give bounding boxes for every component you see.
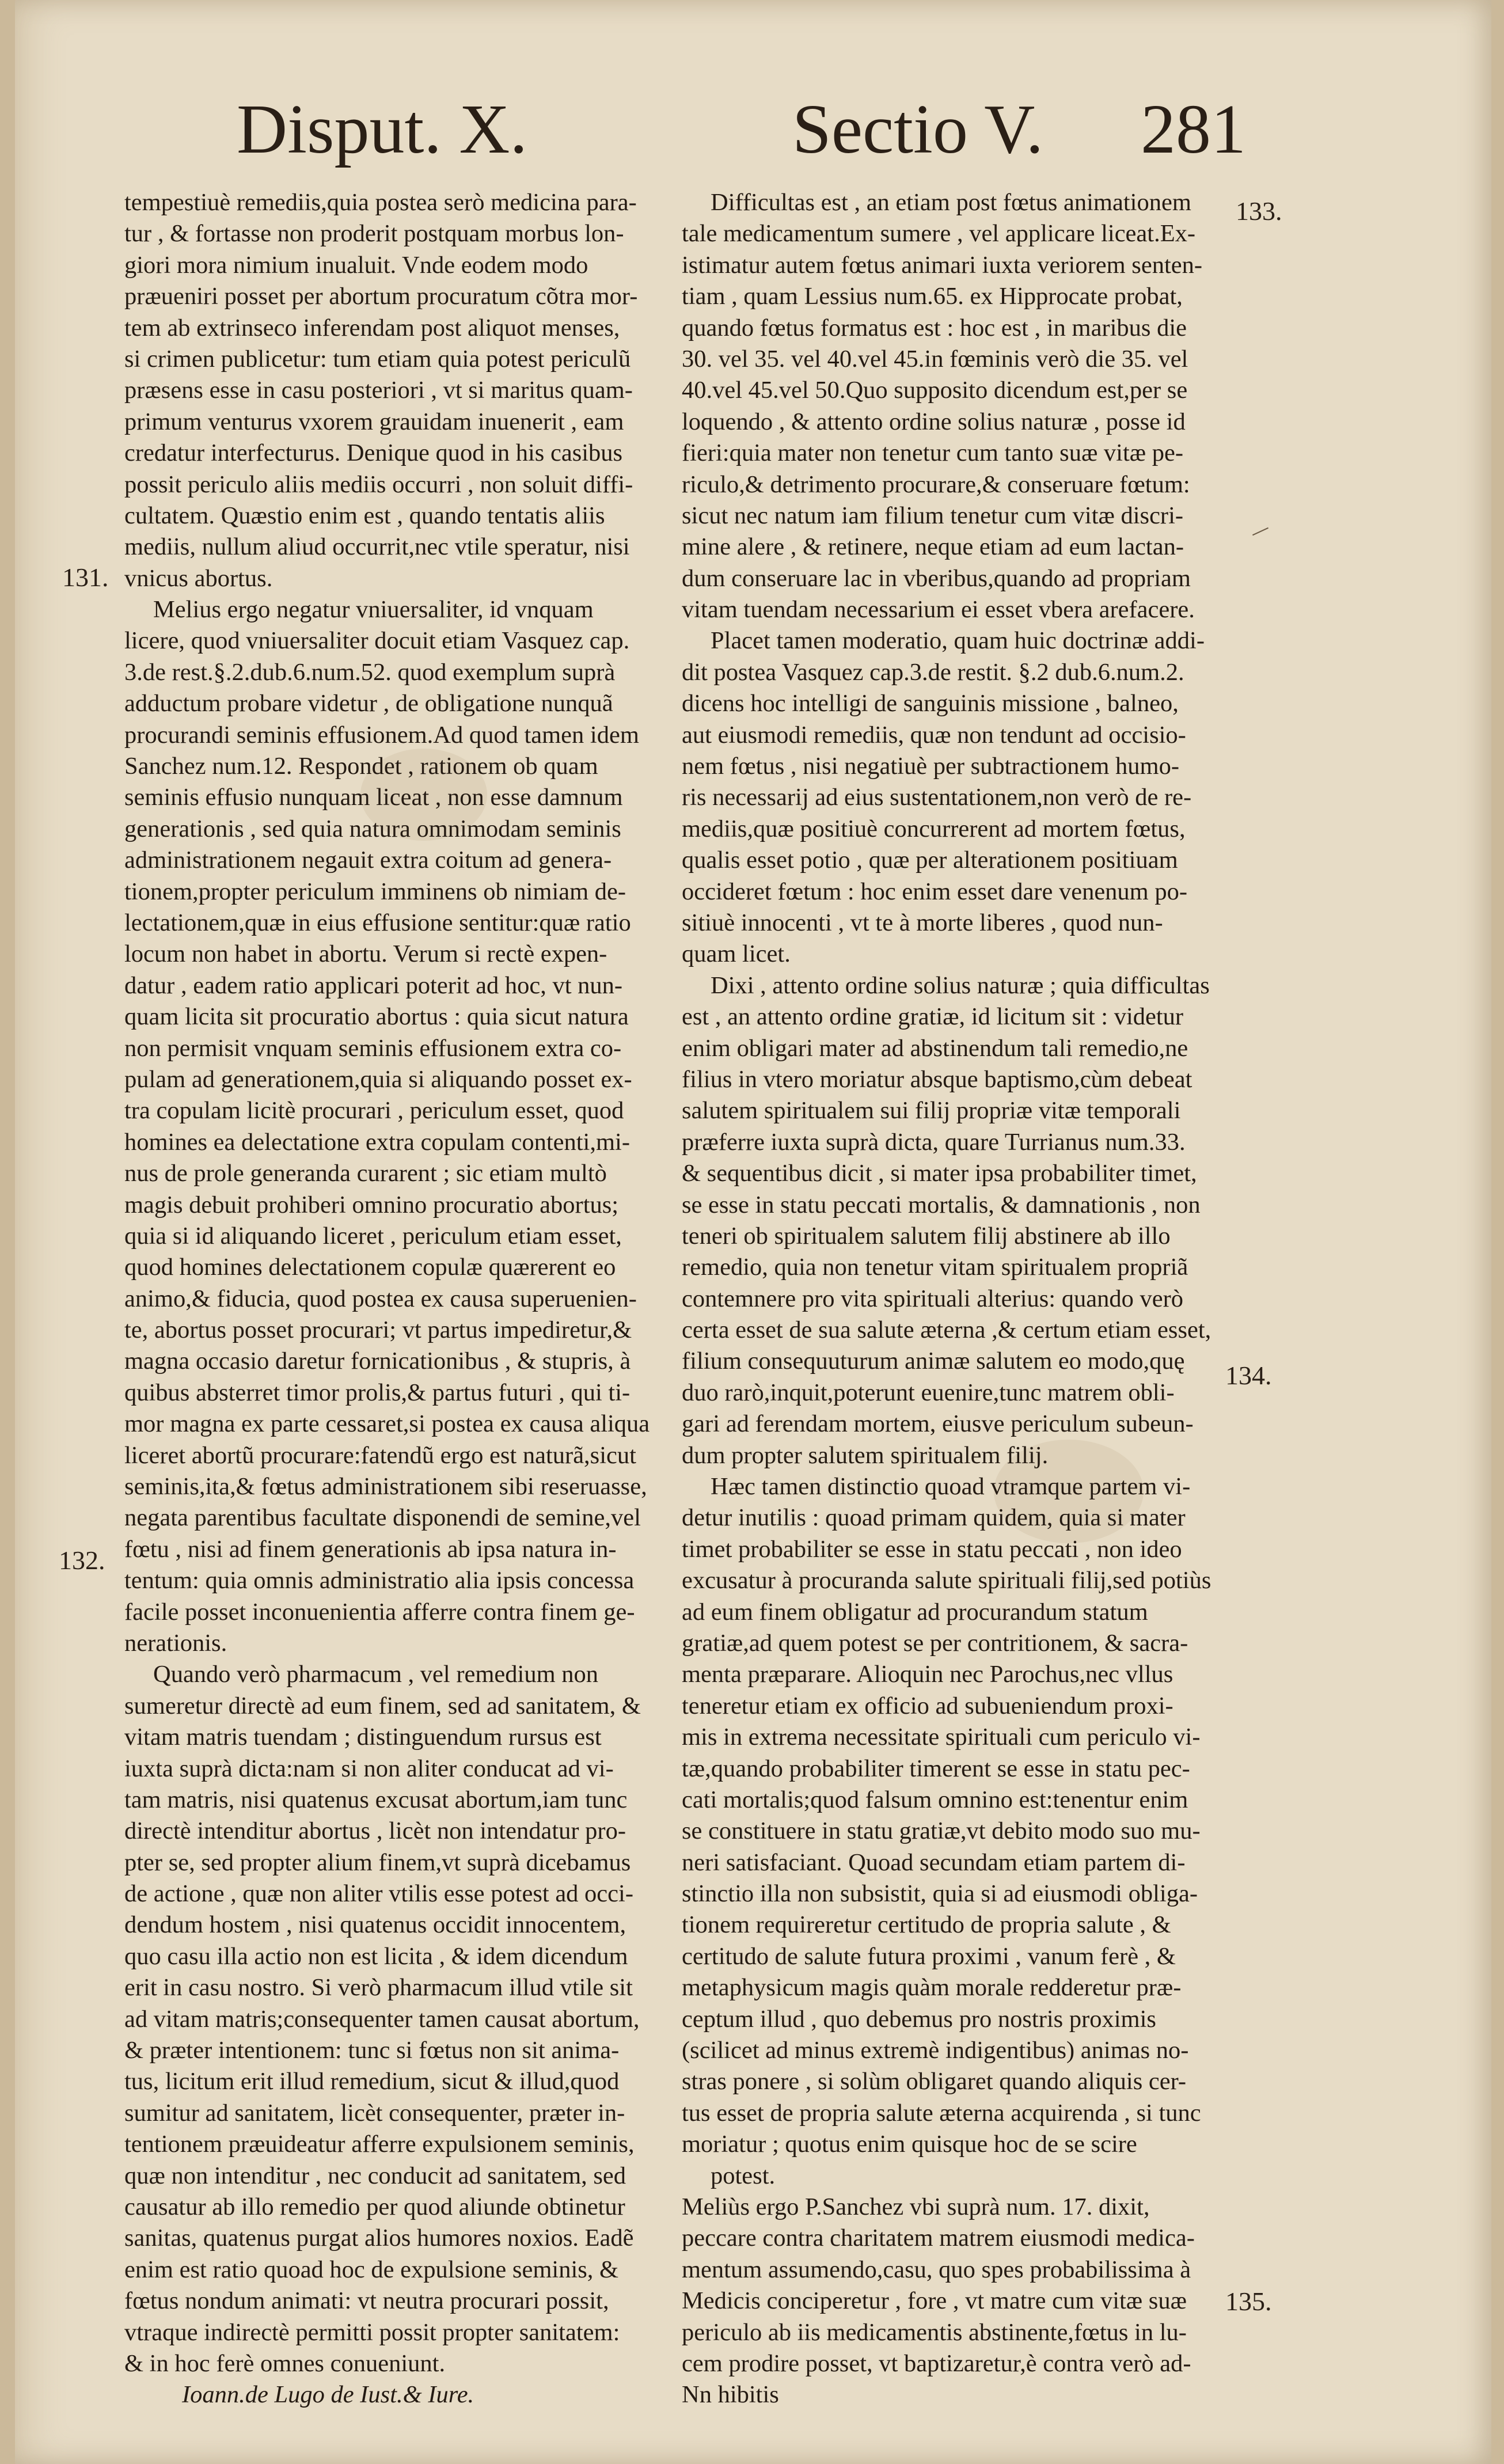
text-line: gratiæ,ad quem potest se per contritionem, & sacra- — [682, 1629, 1188, 1657]
margin-number-135: 135. — [1225, 2287, 1272, 2316]
text-line: sanitas, quatenus purgat alios humores noxios. Eadẽ — [124, 2224, 634, 2252]
text-line: cem prodire posset, vt baptizaretur,è contra verò ad- — [682, 2349, 1191, 2377]
text-line: lectationem,quæ in eius effusione sentitur:quæ ratio — [124, 909, 631, 936]
text-line: Difficultas est , an etiam post fœtus animationem — [711, 189, 1191, 216]
text-line: certa esset de sua salute æterna ,& certum etiam esset, — [682, 1316, 1211, 1344]
text-line: generationis , sed quia natura omnimodam seminis — [124, 815, 621, 842]
text-line: non permisit vnquam seminis effusionem extra co- — [124, 1034, 622, 1062]
text-line: mentum assumendo,casu, quo spes probabilissima à — [682, 2256, 1191, 2283]
text-line: quo casu illa actio non est licita , & idem dicendum — [124, 1942, 628, 1970]
text-line: adductum probare videtur , de obligatione nunquã — [124, 690, 613, 717]
ink-mark — [1252, 527, 1268, 536]
text-line: & in hoc ferè omnes conueniunt. — [124, 2349, 446, 2377]
text-line: metaphysicum magis quàm morale redderetur præ- — [682, 1974, 1182, 2002]
text-line: filium consequuturum animæ salutem eo modo,quę — [682, 1347, 1185, 1375]
text-line: homines ea delectatione extra copulam contenti,mi- — [124, 1128, 630, 1156]
text-line: facile posset inconuenientia afferre contra finem ge- — [124, 1598, 635, 1626]
text-line: ad eum finem obligatur ad procurandum statum — [682, 1598, 1148, 1626]
text-line: mine alere , & retinere, neque etiam ad eum lactan- — [682, 533, 1184, 561]
text-line: occideret fœtum : hoc enim esset dare venenum po- — [682, 878, 1188, 905]
text-line: mediis,quæ positiuè concurrerent ad mortem fœtus, — [682, 815, 1186, 842]
text-line: procurandi seminis effusionem.Ad quod tamen idem — [124, 721, 639, 749]
text-line: quam licet. — [682, 940, 791, 968]
text-line: tæ,quando probabiliter timerent se esse in statu pec- — [682, 1755, 1190, 1782]
text-line: Meliùs ergo P.Sanchez vbi suprà num. 17. dixit, — [682, 2193, 1150, 2220]
text-line: salutem spiritualem sui filij propriæ vitæ temporali — [682, 1097, 1181, 1125]
margin-number-131: 131. — [62, 563, 109, 592]
text-line: causatur ab illo remedio per quod aliunde obtinetur — [124, 2193, 625, 2220]
text-line: filius in vtero moriatur absque baptismo,cùm debeat — [682, 1065, 1192, 1093]
right-text-column — [682, 187, 1220, 2411]
text-line: neri satisfaciant. Quoad secundam etiam partem di- — [682, 1848, 1186, 1876]
text-line: giori mora nimium inualuit. Vnde eodem modo — [124, 251, 588, 279]
text-line: vitam matris tuendam ; distinguendum rursus est — [124, 1723, 602, 1751]
text-line: magis debuit prohiberi omnino procuratio abortus; — [124, 1191, 619, 1218]
text-line: tem ab extrinseco inferendam post aliquot menses, — [124, 314, 620, 341]
text-line: tur , & fortasse non proderit postquam morbus lon- — [124, 220, 624, 248]
text-line: & sequentibus dicit , si mater ipsa probabiliter timet, — [682, 1160, 1197, 1187]
margin-number-133: 133. — [1236, 196, 1282, 226]
text-line: nus de prole generanda curarent ; sic etiam multò — [124, 1160, 607, 1187]
text-line: cati mortalis;quod falsum omnino est:tenentur enim — [682, 1786, 1188, 1813]
text-line: Melius ergo negatur vniuersaliter, id vnquam — [153, 596, 594, 624]
text-line: magna occasio daretur fornicationibus , & stupris, à — [124, 1347, 631, 1375]
text-line: licere, quod vniuersaliter docuit etiam Vasquez cap. — [124, 627, 630, 655]
text-line: tus esset de propria salute æterna acquirenda , si tunc — [682, 2099, 1201, 2127]
text-line: menta præparare. Alioquin nec Parochus,nec vllus — [682, 1661, 1173, 1688]
text-line: primum venturus vxorem grauidam inuenerit , eam — [124, 408, 624, 435]
text-line: peccare contra charitatem matrem eiusmodi medica- — [682, 2224, 1195, 2252]
text-line: tra copulam licitè procurari , periculum esset, quod — [124, 1097, 624, 1125]
text-line: præueniri posset per abortum procuratum cõtra mor- — [124, 283, 638, 310]
text-line: enim obligari mater ad abstinendum tali remedio,ne — [682, 1034, 1188, 1062]
left-text-column — [124, 187, 654, 2411]
text-line: 40.vel 45.vel 50.Quo supposito dicendum est,per se — [682, 377, 1188, 404]
book-page — [15, 0, 1491, 2464]
text-line: negata parentibus facultate disponendi de semine,vel — [124, 1504, 641, 1532]
text-line: ceptum illud , quo debemus pro nostris proximis — [682, 2005, 1156, 2033]
text-line: seminis,ita,& fœtus administrationem sibi reseruasse, — [124, 1473, 647, 1501]
text-line: moriatur ; quotus enim quisque hoc de se scire — [682, 2131, 1137, 2158]
text-line: vnicus abortus. — [124, 564, 273, 592]
margin-number-132: 132. — [59, 1546, 105, 1575]
text-line: sicut nec natum iam filium tenetur cum vitæ discri- — [682, 502, 1184, 529]
text-line: fieri:quia mater non tenetur cum tanto suæ vitæ pe- — [682, 439, 1184, 467]
page-number: 281 — [1141, 90, 1246, 168]
text-line: nem fœtus , nisi negatiuè per subtractionem humo- — [682, 753, 1179, 780]
text-line: duo rarò,inquit,poterunt euenire,tunc matrem obli- — [682, 1379, 1175, 1406]
text-line: pulam ad generationem,quia si aliquando posset ex- — [124, 1065, 632, 1093]
text-line: (scilicet ad minus extremè indigentibus) animas no- — [682, 2037, 1189, 2064]
text-line: nerationis. — [124, 1629, 227, 1657]
text-line: vitam tuendam necessarium ei esset vbera arefacere. — [682, 596, 1195, 624]
text-line: præferre iuxta suprà dicta, quare Turrianus num.33. — [682, 1128, 1186, 1156]
text-line: periculo ab iis medicamentis abstinente,fœtus in lu- — [682, 2318, 1187, 2346]
text-line: contemnere pro vita spirituali alterius: quando verò — [682, 1285, 1183, 1312]
text-line: se constituere in statu gratiæ,vt debito modo suo mu- — [682, 1817, 1201, 1845]
text-line: & præter intentionem: tunc si fœtus non sit anima- — [124, 2037, 620, 2064]
text-line: potest. — [711, 2162, 776, 2189]
text-line: ris necessarij ad eius sustentationem,non verò de re- — [682, 784, 1192, 811]
text-line: tentionem præuideatur afferre expulsionem seminis, — [124, 2131, 635, 2158]
text-line: fœtus nondum animati: vt neutra procurari possit, — [124, 2287, 609, 2315]
text-line: si crimen publicetur: tum etiam quia potest periculũ — [124, 345, 631, 373]
text-line: mis in extrema necessitate spirituali cum periculo vi- — [682, 1723, 1201, 1751]
text-line: quia si id aliquando liceret , periculum etiam esset, — [124, 1222, 622, 1250]
text-line: 3.de rest.§.2.dub.6.num.52. quod exemplum suprà — [124, 658, 616, 686]
text-line: se esse in statu peccati mortalis, & damnationis , non — [682, 1191, 1201, 1218]
text-line: sumitur ad sanitatem, licèt consequenter, præter in- — [124, 2099, 625, 2127]
text-line: detur inutilis : quoad primam quidem, quia si mater — [682, 1504, 1186, 1532]
text-line: quod homines delectationem copulæ quærerent eo — [124, 1254, 616, 1281]
text-line: Dixi , attento ordine solius naturæ ; quia difficultas — [711, 971, 1210, 999]
text-line: tionem,propter periculum imminens ob nimiam de- — [124, 878, 626, 905]
running-header-section: Sectio V. — [792, 90, 1044, 168]
text-line: riculo,& detrimento procurare,& conseruare fœtum: — [682, 470, 1190, 498]
text-line: iuxta suprà dicta:nam si non aliter conducat ad vi- — [124, 1755, 614, 1782]
text-line: qualis esset potio , quæ per alterationem positiuam — [682, 846, 1178, 874]
text-line: animo,& fiducia, quod postea ex causa superuenien- — [124, 1285, 637, 1312]
text-line: tus, licitum erit illud remedium, sicut & illud,quod — [124, 2068, 620, 2095]
text-line: mediis, nullum aliud occurrit,nec vtile speratur, nisi — [124, 533, 630, 561]
text-line: quibus absterret timor prolis,& partus futuri , qui ti- — [124, 1379, 631, 1406]
text-line: Nn hibitis — [682, 2381, 779, 2409]
text-line: Ioann.de Lugo de Iust.& Iure. — [182, 2381, 474, 2409]
text-line: dum conseruare lac in vberibus,quando ad propriam — [682, 564, 1191, 592]
text-line: certitudo de salute futura proximi , vanum ferè , & — [682, 1942, 1176, 1970]
text-line: seminis effusio nunquam liceat , non esse damnum — [124, 784, 623, 811]
text-line: tionem requireretur certitudo de propria salute , & — [682, 1911, 1171, 1939]
text-line: tiam , quam Lessius num.65. ex Hipprocate probat, — [682, 283, 1183, 310]
text-line: 30. vel 35. vel 40.vel 45.in fœminis verò die 35. vel — [682, 345, 1188, 373]
text-line: tentum: quia omnis administratio alia ipsis concessa — [124, 1567, 635, 1594]
text-line: Medicis conciperetur , fore , vt matre cum vitæ suæ — [682, 2287, 1187, 2315]
text-line: tale medicamentum sumere , vel applicare liceat.Ex- — [682, 220, 1196, 248]
text-line: sitiuè innocenti , vt te à morte liberes , quod nun- — [682, 909, 1163, 936]
text-line: tam matris, nisi quatenus excusat abortum,iam tunc — [124, 1786, 628, 1813]
text-line: dum propter salutem spiritualem filij. — [682, 1441, 1049, 1469]
text-line: istimatur autem fœtus animari iuxta veriorem senten- — [682, 251, 1203, 279]
text-line: quæ non intenditur , nec conducit ad sanitatem, sed — [124, 2162, 626, 2189]
text-line: directè intenditur abortus , licèt non intendatur pro- — [124, 1817, 626, 1845]
text-line: quando fœtus formatus est : hoc est , in maribus die — [682, 314, 1187, 341]
text-line: locum non habet in abortu. Verum si rectè expen- — [124, 940, 607, 968]
text-line: dicens hoc intelligi de sanguinis missione , balneo, — [682, 690, 1179, 717]
text-line: erit in casu nostro. Si verò pharmacum illud vtile sit — [124, 1974, 633, 2002]
text-line: Hæc tamen distinctio quoad vtramque partem vi- — [711, 1473, 1191, 1501]
text-line: vtraque indirectè permitti possit propter sanitatem: — [124, 2318, 620, 2346]
text-line: excusatur à procuranda salute spirituali filij,sed potiùs — [682, 1567, 1211, 1594]
text-line: dendum hostem , nisi quatenus occidit innocentem, — [124, 1911, 626, 1939]
text-line: te, abortus posset procurari; vt partus impediretur,& — [124, 1316, 632, 1344]
text-line: Placet tamen moderatio, quam huic doctrinæ addi- — [711, 627, 1205, 655]
text-line: mor magna ex parte cessaret,si postea ex causa aliqua — [124, 1410, 650, 1438]
text-line: Sanchez num.12. Respondet , rationem ob quam — [124, 753, 598, 780]
text-line: stras ponere , si solùm obligaret quando aliquis cer- — [682, 2068, 1187, 2095]
text-line: gari ad ferendam mortem, eiusve periculum subeun- — [682, 1410, 1194, 1438]
margin-number-134: 134. — [1225, 1361, 1272, 1390]
text-line: stinctio illa non subsistit, quia si ad eiusmodi obliga- — [682, 1880, 1198, 1908]
text-line: timet probabiliter se esse in statu peccati , non ideo — [682, 1535, 1182, 1563]
text-line: tempestiuè remediis,quia postea serò medicina para- — [124, 189, 637, 216]
text-line: administrationem negauit extra coitum ad genera- — [124, 846, 612, 874]
text-line: Quando verò pharmacum , vel remedium non — [153, 1661, 599, 1688]
text-line: enim est ratio quoad hoc de expulsione seminis, & — [124, 2256, 619, 2283]
text-line: remedio, quia non tenetur vitam spiritualem propriã — [682, 1254, 1188, 1281]
running-header-disputation: Disput. X. — [237, 90, 527, 168]
text-line: aut eiusmodi remediis, quæ non tendunt ad occisio- — [682, 721, 1186, 749]
text-line: est , an attento ordine gratiæ, id licitum sit : videtur — [682, 1003, 1184, 1031]
text-line: fœtu , nisi ad finem generationis ab ipsa natura in- — [124, 1535, 617, 1563]
text-line: possit periculo aliis mediis occurri , non soluit diffi- — [124, 470, 633, 498]
text-line: de actione , quæ non aliter vtilis esse potest ad occi- — [124, 1880, 633, 1908]
text-line: pter se, sed propter alium finem,vt suprà dicebamus — [124, 1848, 631, 1876]
text-line: credatur interfecturus. Denique quod in his casibus — [124, 439, 623, 467]
text-line: ad vitam matris;consequenter tamen causat abortum, — [124, 2005, 640, 2033]
text-line: teneri ob spiritualem salutem filij abstinere ab illo — [682, 1222, 1171, 1250]
text-line: quam licita sit procuratio abortus : quia sicut natura — [124, 1003, 629, 1031]
text-line: præsens esse in casu posteriori , vt si maritus quam- — [124, 377, 633, 404]
text-line: teneretur etiam ex officio ad subueniendum proxi- — [682, 1692, 1173, 1719]
text-line: dit postea Vasquez cap.3.de restit. §.2 dub.6.num.2. — [682, 658, 1184, 686]
text-line: liceret abortũ procurare:fatendũ ergo est naturã,sicut — [124, 1441, 636, 1469]
text-line: cultatem. Quæstio enim est , quando tentatis aliis — [124, 502, 605, 529]
text-line: datur , eadem ratio applicari poterit ad hoc, vt nun- — [124, 971, 623, 999]
text-line: sumeretur directè ad eum finem, sed ad sanitatem, & — [124, 1692, 641, 1719]
text-line: loquendo , & attento ordine solius naturæ , posse id — [682, 408, 1186, 435]
